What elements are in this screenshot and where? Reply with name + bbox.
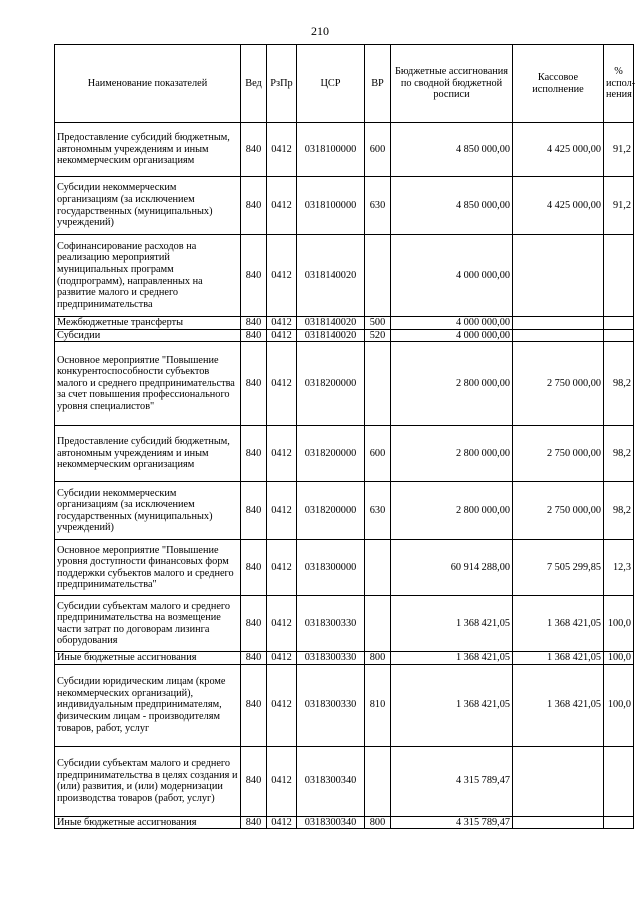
table-row: [55, 329, 634, 342]
cell-ved: 840: [241, 482, 267, 540]
cell-vr: 500: [365, 317, 391, 330]
cell-rzpr: 0412: [267, 123, 297, 177]
cell-assign: 2 800 000,00: [391, 342, 513, 426]
table-row: [55, 540, 634, 596]
cell-csr: 0318300340: [297, 746, 365, 816]
cell-pct: 12,3: [604, 540, 634, 596]
cell-vr: 630: [365, 482, 391, 540]
cell-ved: 840: [241, 746, 267, 816]
cell-vr: 520: [365, 329, 391, 342]
cell-assign: 4 850 000,00: [391, 177, 513, 235]
table-row: [55, 746, 634, 816]
cell-cash: 4 425 000,00: [513, 177, 604, 235]
cell-csr: 0318200000: [297, 482, 365, 540]
cell-name: Иные бюджетные ассигнования: [55, 652, 241, 665]
cell-assign: 1 368 421,05: [391, 652, 513, 665]
cell-name: Софинансирование расходов на реализацию мероприятий муниципальных программ (подпрограмм), направленных на развитие малого и среднего предпринимательства: [55, 235, 241, 317]
cell-rzpr: 0412: [267, 177, 297, 235]
cell-csr: 0318200000: [297, 426, 365, 482]
cell-csr: 0318140020: [297, 235, 365, 317]
cell-vr: 800: [365, 652, 391, 665]
header-assignments: Бюджетные ассигнования по сводной бюджетной росписи: [391, 45, 513, 123]
cell-rzpr: 0412: [267, 482, 297, 540]
header-rzpr: РзПр: [267, 45, 297, 123]
cell-pct: 91,2: [604, 177, 634, 235]
cell-rzpr: 0412: [267, 746, 297, 816]
cell-name: Межбюджетные трансферты: [55, 317, 241, 330]
header-name: Наименование показателей: [55, 45, 241, 123]
cell-pct: 100,0: [604, 664, 634, 746]
cell-rzpr: 0412: [267, 342, 297, 426]
cell-pct: 98,2: [604, 426, 634, 482]
cell-rzpr: 0412: [267, 816, 297, 829]
cell-ved: 840: [241, 426, 267, 482]
cell-name: Субсидии субъектам малого и среднего предпринимательства на возмещение части затрат по договорам лизинга оборудования: [55, 596, 241, 652]
cell-csr: 0318300330: [297, 664, 365, 746]
table-row: [55, 664, 634, 746]
cell-csr: 0318300000: [297, 540, 365, 596]
cell-ved: 840: [241, 317, 267, 330]
cell-name: Субсидии: [55, 329, 241, 342]
header-percent: % испол-нения: [604, 45, 634, 123]
cell-pct: 100,0: [604, 652, 634, 665]
cell-cash: [513, 816, 604, 829]
cell-assign: 4 000 000,00: [391, 235, 513, 317]
cell-name: Субсидии некоммерческим организациям (за исключением государственных (муниципальных) учреждений): [55, 482, 241, 540]
cell-csr: 0318300330: [297, 596, 365, 652]
table-row: [55, 177, 634, 235]
cell-pct: [604, 317, 634, 330]
cell-ved: 840: [241, 664, 267, 746]
cell-cash: 1 368 421,05: [513, 596, 604, 652]
cell-name: Иные бюджетные ассигнования: [55, 816, 241, 829]
cell-pct: [604, 329, 634, 342]
cell-cash: 2 750 000,00: [513, 342, 604, 426]
cell-cash: [513, 746, 604, 816]
cell-csr: 0318100000: [297, 177, 365, 235]
cell-assign: 4 315 789,47: [391, 746, 513, 816]
cell-assign: 1 368 421,05: [391, 596, 513, 652]
cell-name: Субсидии юридическим лицам (кроме некоммерческих организаций), индивидуальным предпринимателям, физическим лицам - производителям товаров, работ, услуг: [55, 664, 241, 746]
cell-assign: 2 800 000,00: [391, 426, 513, 482]
cell-assign: 4 000 000,00: [391, 329, 513, 342]
header-csr: ЦСР: [297, 45, 365, 123]
cell-ved: 840: [241, 596, 267, 652]
table-row: [55, 123, 634, 177]
cell-pct: [604, 746, 634, 816]
cell-vr: [365, 540, 391, 596]
cell-ved: 840: [241, 329, 267, 342]
cell-name: Основное мероприятие "Повышение уровня доступности финансовых форм поддержки субъектов малого и среднего предпринимательства": [55, 540, 241, 596]
cell-assign: 4 315 789,47: [391, 816, 513, 829]
cell-name: Предоставление субсидий бюджетным, автономным учреждениям и иным некоммерческим организациям: [55, 426, 241, 482]
table-row: [55, 652, 634, 665]
cell-vr: [365, 235, 391, 317]
cell-ved: 840: [241, 235, 267, 317]
cell-rzpr: 0412: [267, 329, 297, 342]
cell-pct: [604, 816, 634, 829]
cell-cash: 1 368 421,05: [513, 652, 604, 665]
cell-ved: 840: [241, 177, 267, 235]
cell-name: Субсидии некоммерческим организациям (за исключением государственных (муниципальных) учреждений): [55, 177, 241, 235]
cell-ved: 840: [241, 816, 267, 829]
cell-cash: 1 368 421,05: [513, 664, 604, 746]
cell-pct: 98,2: [604, 342, 634, 426]
cell-ved: 840: [241, 123, 267, 177]
cell-rzpr: 0412: [267, 426, 297, 482]
cell-csr: 0318200000: [297, 342, 365, 426]
cell-rzpr: 0412: [267, 664, 297, 746]
cell-rzpr: 0412: [267, 235, 297, 317]
cell-cash: 2 750 000,00: [513, 426, 604, 482]
table-row: [55, 317, 634, 330]
cell-pct: 98,2: [604, 482, 634, 540]
cell-rzpr: 0412: [267, 596, 297, 652]
cell-ved: 840: [241, 540, 267, 596]
cell-ved: 840: [241, 652, 267, 665]
cell-rzpr: 0412: [267, 652, 297, 665]
cell-vr: 600: [365, 123, 391, 177]
cell-cash: 7 505 299,85: [513, 540, 604, 596]
cell-vr: 630: [365, 177, 391, 235]
cell-csr: 0318140020: [297, 329, 365, 342]
cell-rzpr: 0412: [267, 540, 297, 596]
cell-csr: 0318300340: [297, 816, 365, 829]
table-row: [55, 816, 634, 829]
cell-csr: 0318300330: [297, 652, 365, 665]
table-row: [55, 426, 634, 482]
header-vr: ВР: [365, 45, 391, 123]
cell-rzpr: 0412: [267, 317, 297, 330]
cell-cash: [513, 317, 604, 330]
table-row: [55, 482, 634, 540]
cell-cash: 2 750 000,00: [513, 482, 604, 540]
cell-name: Субсидии субъектам малого и среднего предпринимательства в целях создания и (или) развития, и (или) модернизации производства товаров (работ, услуг): [55, 746, 241, 816]
header-cash-execution: Кассовое исполнение: [513, 45, 604, 123]
cell-csr: 0318140020: [297, 317, 365, 330]
cell-csr: 0318100000: [297, 123, 365, 177]
cell-cash: [513, 329, 604, 342]
cell-vr: [365, 596, 391, 652]
budget-table: [54, 44, 634, 829]
table-row: [55, 596, 634, 652]
page-number: 210: [311, 24, 329, 38]
cell-vr: 800: [365, 816, 391, 829]
header-ved: Вед: [241, 45, 267, 123]
header-row: [55, 45, 634, 123]
table-row: [55, 235, 634, 317]
cell-assign: 4 850 000,00: [391, 123, 513, 177]
cell-assign: 4 000 000,00: [391, 317, 513, 330]
table-row: [55, 342, 634, 426]
cell-assign: 2 800 000,00: [391, 482, 513, 540]
cell-assign: 60 914 288,00: [391, 540, 513, 596]
cell-cash: [513, 235, 604, 317]
cell-vr: [365, 746, 391, 816]
cell-vr: [365, 342, 391, 426]
cell-assign: 1 368 421,05: [391, 664, 513, 746]
cell-name: Предоставление субсидий бюджетным, автономным учреждениям и иным некоммерческим организациям: [55, 123, 241, 177]
cell-cash: 4 425 000,00: [513, 123, 604, 177]
cell-pct: 91,2: [604, 123, 634, 177]
cell-vr: 810: [365, 664, 391, 746]
cell-pct: [604, 235, 634, 317]
cell-vr: 600: [365, 426, 391, 482]
cell-pct: 100,0: [604, 596, 634, 652]
cell-name: Основное мероприятие "Повышение конкурентоспособности субъектов малого и среднего предпринимательства за счет повышения профессионального уровня специалистов": [55, 342, 241, 426]
cell-ved: 840: [241, 342, 267, 426]
